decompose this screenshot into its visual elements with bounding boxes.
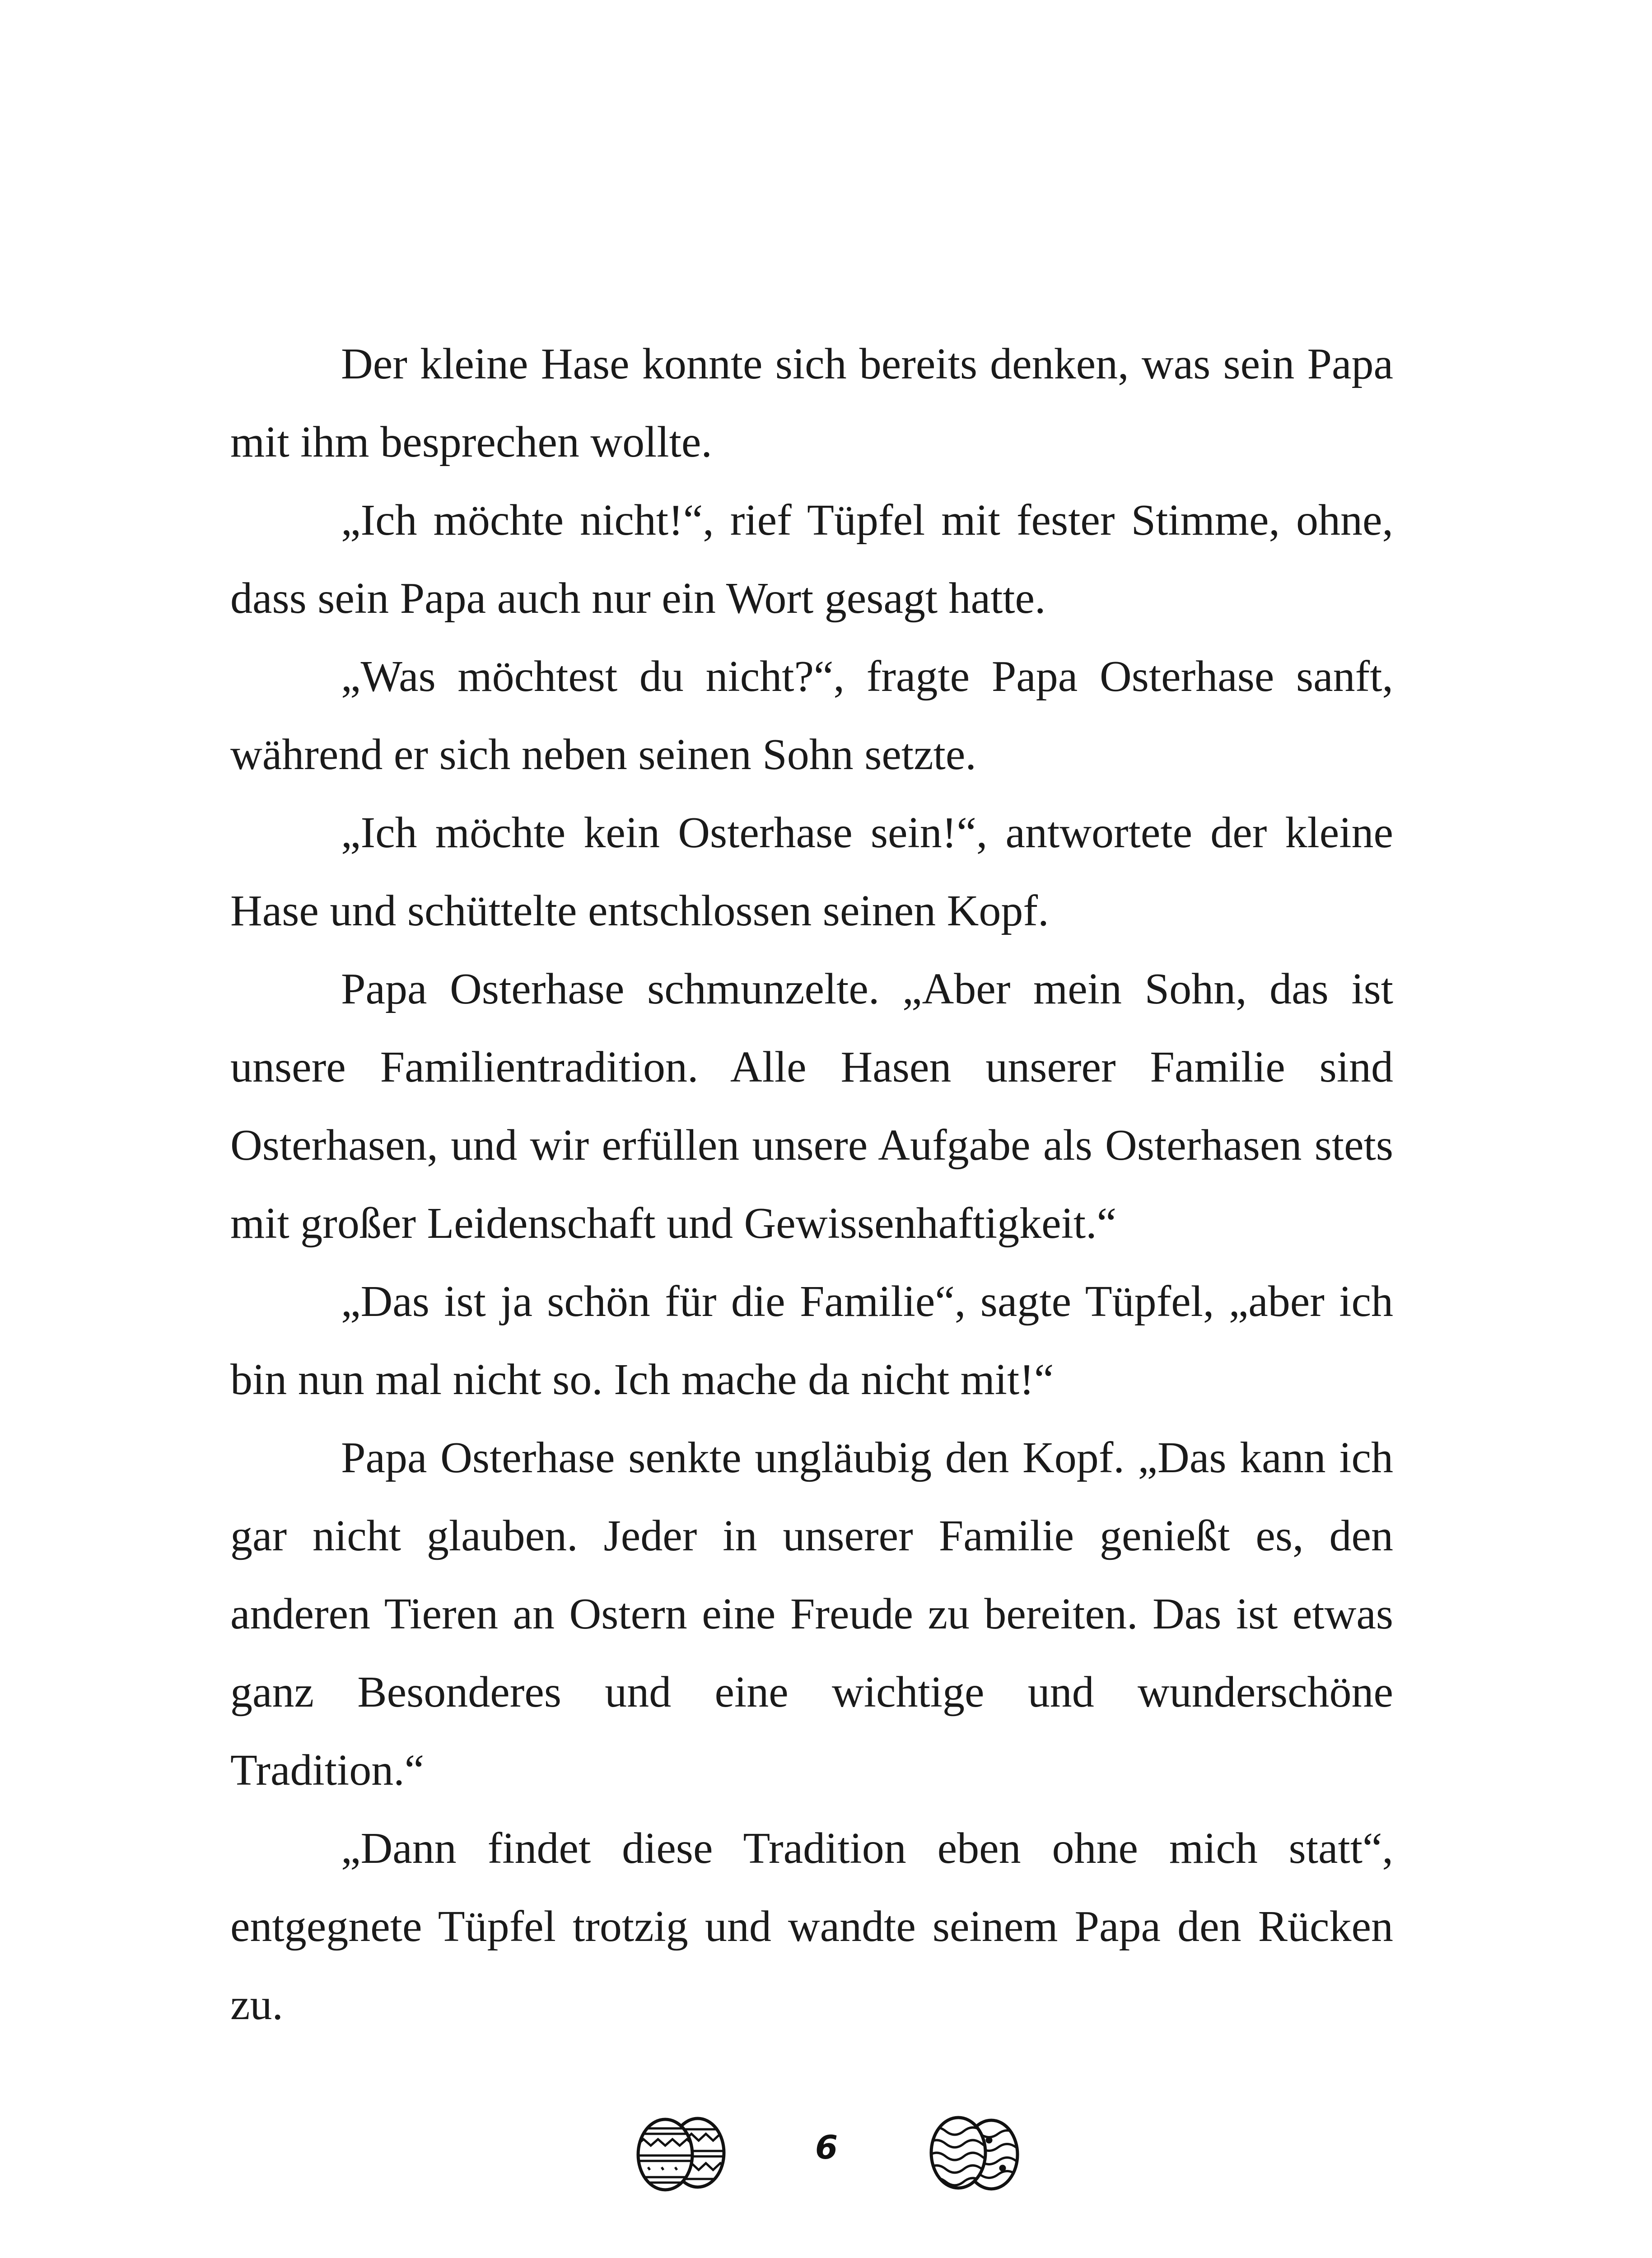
paragraph-2: „Ich möchte nicht!“, rief Tüpfel mit fester Stimme, ohne, dass sein Papa auch nur ein Wort gesagt hatte. xyxy=(230,496,1393,623)
page-number: 6 xyxy=(815,2128,838,2166)
easter-eggs-icon xyxy=(630,2111,747,2193)
paragraph-1: Der kleine Hase konnte sich bereits denken, was sein Papa mit ihm besprechen wollte. xyxy=(230,340,1393,467)
story-text xyxy=(230,325,1393,2044)
paragraph-7: Papa Osterhase senkte ungläubig den Kopf. „Das kann ich gar nicht glauben. Jeder in unserer Familie genießt es, den anderen Tieren an Ostern eine Freude zu bereiten. Das ist etwas ganz Besonderes und eine wichtige und wunderschöne Tradition.“ xyxy=(230,1433,1393,1795)
easter-eggs-icon xyxy=(921,2111,1030,2193)
paragraph-3: „Was möchtest du nicht?“, fragte Papa Osterhase sanft, während er sich neben seinen Sohn setzte. xyxy=(230,652,1393,779)
paragraph-8: „Dann findet diese Tradition eben ohne mich statt“, entgegnete Tüpfel trotzig und wandte seinem Papa den Rücken zu. xyxy=(230,1824,1393,2029)
paragraph-5: Papa Osterhase schmunzelte. „Aber mein Sohn, das ist unsere Familientradition. Alle Hasen unserer Familie sind Osterhasen, und wir erfüllen unsere Aufgabe als Osterhasen stets mit großer Leidenschaft und Gewissenhaftigkeit.“ xyxy=(230,965,1393,1248)
paragraph-6: „Das ist ja schön für die Familie“, sagte Tüpfel, „aber ich bin nun mal nicht so. Ich mache da nicht mit!“ xyxy=(230,1277,1393,1404)
page-footer xyxy=(0,2111,1652,2202)
paragraph-4: „Ich möchte kein Osterhase sein!“, antwortete der kleine Hase und schüttelte entschlossen seinen Kopf. xyxy=(230,808,1393,935)
